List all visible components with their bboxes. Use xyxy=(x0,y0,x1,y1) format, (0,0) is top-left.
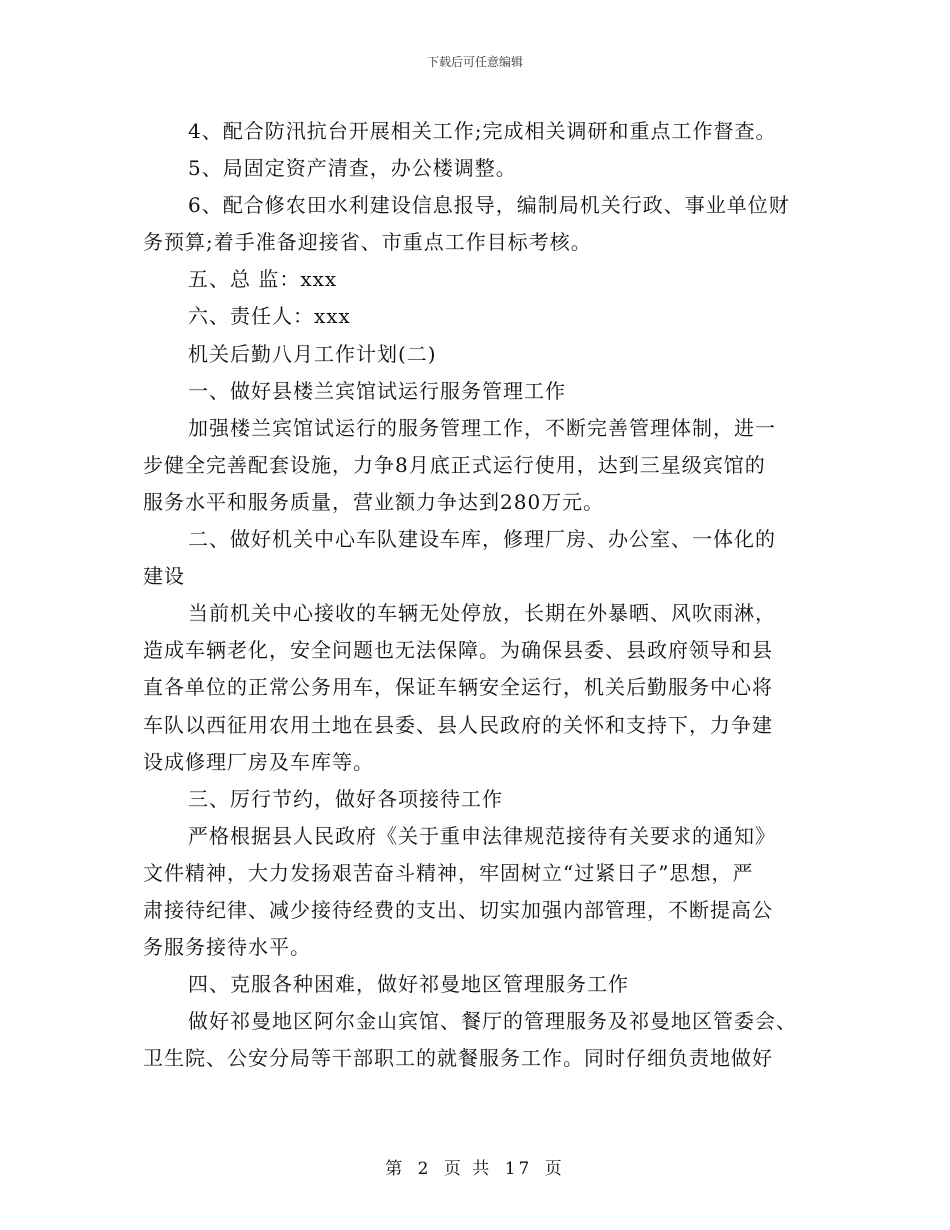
page-label-mid: 页 共 xyxy=(443,1159,493,1179)
section-heading: 二、做好机关中心车队建设车库，修理厂房、办公室、一体化的 xyxy=(188,527,776,552)
page-header-note: 下载后可任意编辑 xyxy=(426,55,523,69)
page-number: 2 xyxy=(417,1159,432,1179)
document-subtitle: 机关后勤八月工作计划(二) xyxy=(188,341,437,366)
document-body xyxy=(143,113,807,1077)
section-heading: 六、责任人：xxx xyxy=(188,304,351,329)
section-heading: 一、做好县楼兰宾馆试运行服务管理工作 xyxy=(188,378,566,403)
total-pages: 17 xyxy=(504,1159,533,1179)
body-line: 4、配合防汛抗台开展相关工作;完成相关调研和重点工作督查。 xyxy=(188,119,777,143)
body-line: 设成修理厂房及车库等。 xyxy=(143,749,374,774)
body-line: 6、配合修农田水利建设信息报导，编制局机关行政、事业单位财 xyxy=(188,193,790,218)
body-line: 务预算;着手准备迎接省、市重点工作目标考核。 xyxy=(143,230,592,255)
body-line: 造成车辆老化，安全问题也无法保障。为确保县委、县政府领导和县 xyxy=(143,638,773,663)
body-line: 做好祁曼地区阿尔金山宾馆、餐厅的管理服务及祁曼地区管委会、 xyxy=(188,1009,797,1034)
page-footer xyxy=(0,1154,950,1179)
section-heading: 五、总 监：xxx xyxy=(188,267,338,292)
section-heading: 四、克服各种困难，做好祁曼地区管理服务工作 xyxy=(188,972,629,997)
page-label-prefix: 第 xyxy=(385,1159,406,1179)
body-line: 加强楼兰宾馆试运行的服务管理工作，不断完善管理体制，进一 xyxy=(188,415,776,440)
body-line: 当前机关中心接收的车辆无处停放，长期在外暴晒、风吹雨淋， xyxy=(188,601,776,626)
body-line: 服务水平和服务质量，营业额力争达到280万元。 xyxy=(143,489,605,514)
body-line: 车队以西征用农用土地在县委、县人民政府的关怀和支持下，力争建 xyxy=(143,712,773,737)
page-label-suffix: 页 xyxy=(544,1159,565,1179)
section-heading: 三、厉行节约，做好各项接待工作 xyxy=(188,786,503,811)
body-line: 卫生院、公安分局等干部职工的就餐服务工作。同时仔细负责地做好 xyxy=(143,1046,773,1071)
body-line: 5、局固定资产清查，办公楼调整。 xyxy=(188,156,517,181)
body-line: 严格根据县人民政府《关于重申法律规范接待有关要求的通知》 xyxy=(188,823,776,848)
body-line: 直各单位的正常公务用车，保证车辆安全运行，机关后勤服务中心将 xyxy=(143,675,773,700)
body-line: 务服务接待水平。 xyxy=(143,935,311,960)
body-line: 步健全完善配套设施，力争8月底正式运行使用，达到三星级宾馆的 xyxy=(143,452,766,477)
body-line: 肃接待纪律、减少接待经费的支出、切实加强内部管理，不断提高公 xyxy=(143,897,773,922)
section-heading: 建设 xyxy=(143,564,185,589)
body-line: 文件精神，大力发扬艰苦奋斗精神，牢固树立“过紧日子”思想，严 xyxy=(143,860,754,885)
